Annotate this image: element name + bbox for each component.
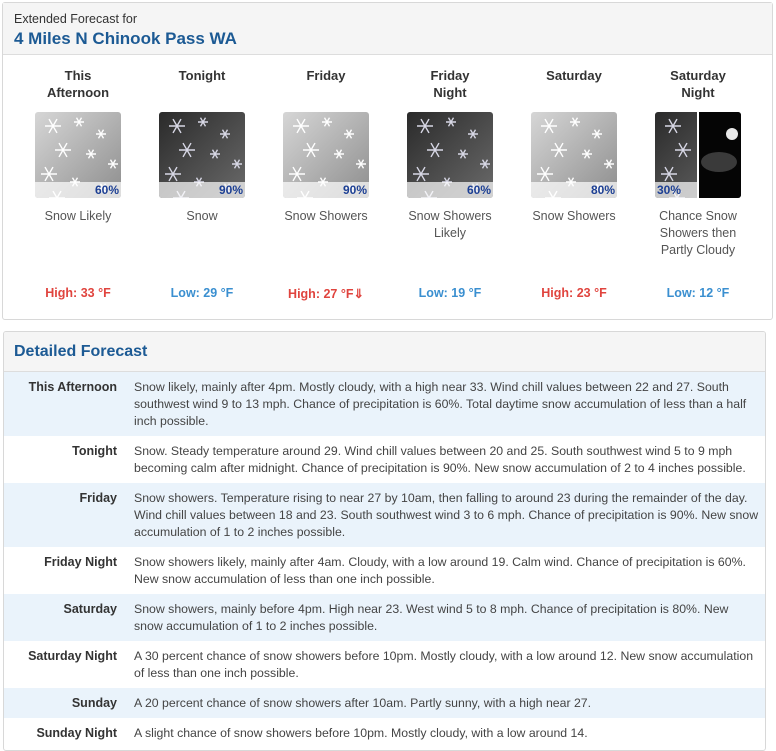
- row-forecast-text: Snow likely, mainly after 4pm. Mostly cloudy, with a high near 33. Wind chill values between 22 and 27. South southwest wind 9 to 13 mph. Chance of precipitation is 60%. Total daytime snow accumulation of less than a half inch possible.: [134, 380, 747, 428]
- row-forecast-text: Snow showers, mainly before 4pm. High near 23. West wind 5 to 8 mph. Chance of precipitation is 80%. New snow accumulation of 1 to 2 inches possible.: [134, 602, 729, 633]
- detailed-forecast-row: [4, 372, 765, 436]
- short-forecast-line: Showers then: [659, 226, 737, 240]
- row-period-label: Tonight: [72, 444, 117, 458]
- detailed-forecast-row: [4, 688, 765, 718]
- period-name-line1: This: [64, 68, 92, 83]
- period-name: [264, 67, 388, 84]
- forecast-periods: [3, 55, 772, 321]
- period-name: [636, 67, 760, 101]
- short-forecast-line: Likely: [434, 226, 466, 240]
- detailed-forecast-rows: [4, 372, 765, 748]
- row-period-label: Sunday: [71, 696, 117, 710]
- short-forecast: [16, 208, 140, 225]
- short-forecast-line: Snow Likely: [44, 209, 112, 223]
- short-forecast: [636, 208, 760, 259]
- precip-chance: 60%: [466, 183, 491, 197]
- row-forecast-text: Snow. Steady temperature around 29. Wind chill values between 20 and 25. South southwest wind 5 to 9 mph becoming calm after midnight. Chance of precipitation is 90%. New snow accumulation of 2 to 4 inches possible.: [134, 444, 746, 475]
- row-period-label: Friday: [79, 491, 117, 505]
- period-name: [16, 67, 140, 101]
- row-forecast-text: Snow showers likely, mainly after 4am. Cloudy, with a low around 19. Calm wind. Chance of precipitation is 60%. New snow accumulation of less than one inch possible.: [134, 555, 746, 586]
- period-name: [388, 67, 512, 101]
- extended-forecast-label: Extended Forecast for: [14, 12, 137, 26]
- row-forecast-text: A 20 percent chance of snow showers after 10am. Partly sunny, with a high near 27.: [134, 696, 592, 710]
- precip-chance: 80%: [590, 183, 615, 197]
- snow-icon[interactable]: [283, 112, 369, 198]
- detailed-forecast-row: [4, 436, 765, 483]
- short-forecast: [388, 208, 512, 242]
- period-name-line1: Saturday: [546, 68, 602, 83]
- precip-chance: 30%: [657, 183, 682, 197]
- row-forecast-text: Snow showers. Temperature rising to near 27 by 10am, then falling to around 23 during the remainder of the day. Wind chill values between 18 and 23. South southwest wind 3 to 6 mph. Chance of precipitation is 90%. New snow accumulation of 1 to 2 inches possible.: [134, 491, 759, 539]
- high-temperature: High: 23 °F: [541, 286, 607, 300]
- short-forecast-line: Snow: [186, 209, 218, 223]
- detailed-forecast-row: [4, 718, 765, 748]
- short-forecast-line: Partly Cloudy: [660, 243, 736, 257]
- row-period-label: Saturday: [63, 602, 117, 616]
- row-forecast-text: A slight chance of snow showers before 10pm. Mostly cloudy, with a low around 14.: [134, 726, 588, 740]
- period-name: [512, 67, 636, 84]
- detailed-forecast-row: [4, 641, 765, 688]
- forecast-location[interactable]: 4 Miles N Chinook Pass WA: [14, 29, 237, 48]
- snow-icon[interactable]: [531, 112, 617, 198]
- short-forecast: [264, 208, 388, 225]
- snow-night-icon[interactable]: [159, 112, 245, 198]
- row-period-label: Sunday Night: [36, 726, 117, 740]
- snow-then-partly-cloudy-night-icon[interactable]: [655, 112, 741, 198]
- period-name-line1: Tonight: [178, 68, 226, 83]
- low-temperature: Low: 19 °F: [418, 286, 482, 300]
- precip-chance: 90%: [218, 183, 243, 197]
- detailed-forecast-row: [4, 547, 765, 594]
- period-name-line1: Saturday: [670, 68, 726, 83]
- row-period-label: Saturday Night: [28, 649, 117, 663]
- snow-icon[interactable]: [35, 112, 121, 198]
- row-period-label: This Afternoon: [28, 380, 117, 394]
- short-forecast: [140, 208, 264, 225]
- snow-night-icon[interactable]: [407, 112, 493, 198]
- low-temperature: Low: 29 °F: [170, 286, 234, 300]
- detailed-forecast-title: Detailed Forecast: [4, 332, 765, 372]
- high-temperature: High: 33 °F: [45, 286, 111, 300]
- period-name-line2: Night: [433, 85, 467, 100]
- short-forecast-line: Snow Showers: [408, 209, 492, 223]
- short-forecast-line: Chance Snow: [659, 209, 737, 223]
- period-name: [140, 67, 264, 84]
- precip-chance: 90%: [342, 183, 367, 197]
- high-temperature: High: 27 °F⇓: [288, 287, 364, 301]
- period-name-line1: Friday: [306, 68, 346, 83]
- detailed-forecast-row: [4, 594, 765, 641]
- precip-chance: 60%: [94, 183, 119, 197]
- extended-forecast-panel: [2, 2, 773, 320]
- detailed-forecast-row: [4, 483, 765, 547]
- extended-forecast-header: [3, 3, 772, 55]
- period-name-line2: Night: [681, 85, 715, 100]
- detailed-forecast-panel: [3, 331, 766, 751]
- period-name-line2: Afternoon: [46, 85, 110, 100]
- row-period-label: Friday Night: [44, 555, 117, 569]
- period-name-line1: Friday: [430, 68, 470, 83]
- short-forecast: [512, 208, 636, 225]
- row-forecast-text: A 30 percent chance of snow showers before 10pm. Mostly cloudy, with a low around 12. New snow accumulation of less than one inch possible.: [134, 649, 754, 680]
- short-forecast-line: Snow Showers: [532, 209, 616, 223]
- low-temperature: Low: 12 °F: [666, 286, 730, 300]
- short-forecast-line: Snow Showers: [284, 209, 368, 223]
